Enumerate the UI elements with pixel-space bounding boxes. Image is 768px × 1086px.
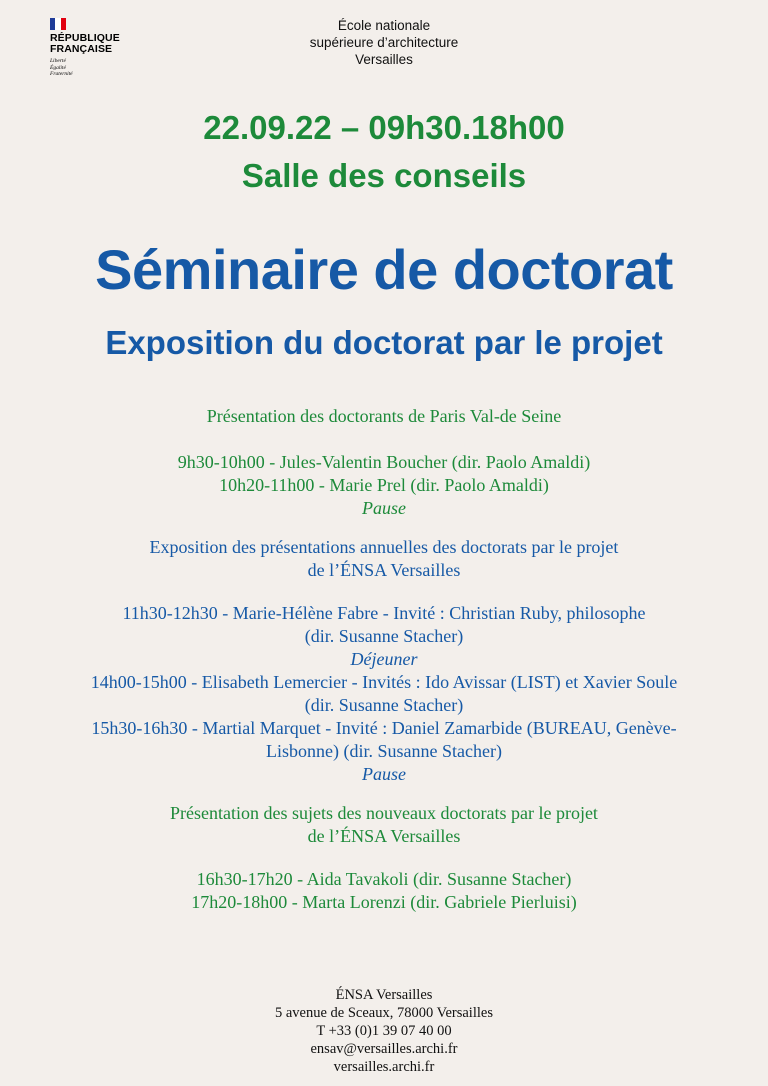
motto-egalite: Égalité xyxy=(50,64,66,71)
program-item: (dir. Susanne Stacher) xyxy=(304,626,464,646)
program-item: 9h30-10h00 - Jules-Valentin Boucher (dir. Paolo Amaldi) xyxy=(177,452,591,472)
event-header xyxy=(0,104,768,200)
footer-address: 5 avenue de Sceaux, 78000 Versailles xyxy=(275,1005,493,1021)
motto-fraternite: Fraternité xyxy=(50,71,73,77)
program-item: 11h30-12h30 - Marie-Hélène Fabre - Invité : Christian Ruby, philosophe xyxy=(122,603,646,623)
section-paris-val-de-seine xyxy=(30,405,738,520)
section-heading-line-2: de l’ÉNSA Versailles xyxy=(307,826,461,846)
section-heading-line-1: Exposition des présentations annuelles des doctorats par le projet xyxy=(149,537,619,557)
school-name-line-3: Versailles xyxy=(355,52,413,67)
footer-school: ÉNSA Versailles xyxy=(335,987,433,1003)
program-item: 16h30-17h20 - Aida Tavakoli (dir. Susanne Stacher) xyxy=(196,869,572,889)
program-item: 14h00-15h00 - Elisabeth Lemercier - Invités : Ido Avissar (LIST) et Xavier Soule xyxy=(90,672,678,692)
program-item: (dir. Susanne Stacher) xyxy=(304,695,464,715)
event-title: Séminaire de doctorat xyxy=(95,238,673,301)
logo-line-1: RÉPUBLIQUE xyxy=(50,32,120,44)
program-break: Pause xyxy=(362,764,406,784)
footer-website[interactable]: versailles.archi.fr xyxy=(333,1059,435,1075)
logo-line-2: FRANÇAISE xyxy=(50,43,113,55)
section-heading-line-2: de l’ÉNSA Versailles xyxy=(307,560,461,580)
program-break: Pause xyxy=(362,498,406,518)
section-heading-line-1: Présentation des sujets des nouveaux doctorats par le projet xyxy=(170,803,598,823)
school-name-line-1: École nationale xyxy=(337,18,431,33)
school-name-line-2: supérieure d’architecture xyxy=(309,35,459,50)
footer-phone: T +33 (0)1 39 07 40 00 xyxy=(316,1023,452,1039)
section-presentations-annuelles xyxy=(30,536,738,786)
program xyxy=(30,405,738,914)
program-item: 17h20-18h00 - Marta Lorenzi (dir. Gabriele Pierluisi) xyxy=(191,892,577,912)
program-item: 10h20-11h00 - Marie Prel (dir. Paolo Amaldi) xyxy=(219,475,549,495)
footer-email[interactable]: ensav@versailles.archi.fr xyxy=(310,1041,458,1057)
event-datetime: 22.09.22 – 09h30.18h00 xyxy=(203,109,565,146)
footer-contact xyxy=(0,986,768,1076)
motto-liberte: Liberté xyxy=(50,58,66,64)
event-room: Salle des conseils xyxy=(241,157,527,194)
event-subtitle: Exposition du doctorat par le projet xyxy=(105,324,663,361)
program-item: Lisbonne) (dir. Susanne Stacher) xyxy=(266,741,502,761)
program-break: Déjeuner xyxy=(350,649,418,669)
program-item: 15h30-16h30 - Martial Marquet - Invité : Daniel Zamarbide (BUREAU, Genève- xyxy=(91,718,677,738)
section-heading: Présentation des doctorants de Paris Val-de Seine xyxy=(206,406,562,426)
school-name xyxy=(0,17,768,68)
section-nouveaux-doctorats xyxy=(30,802,738,914)
